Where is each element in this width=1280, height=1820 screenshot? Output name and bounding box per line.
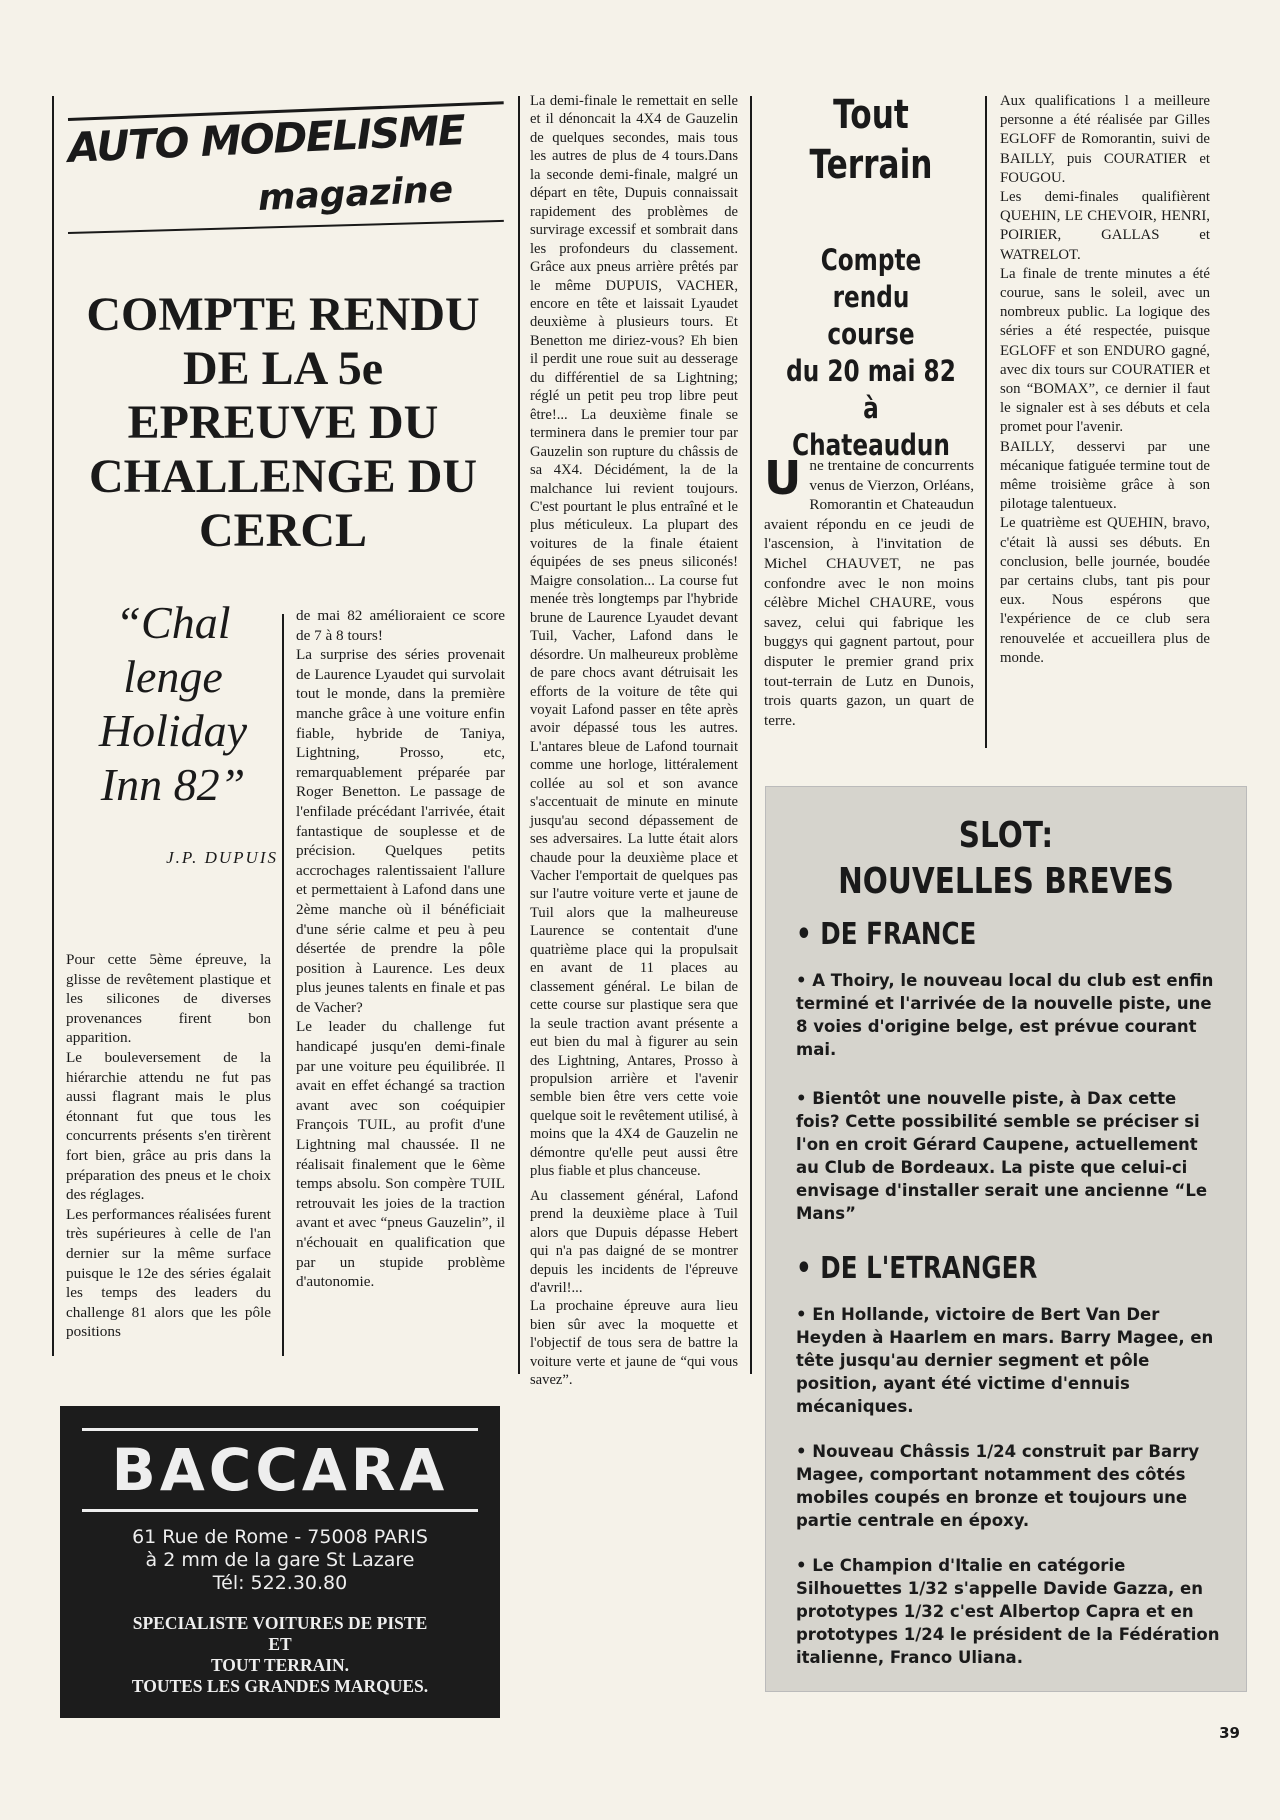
byline: J.P. DUPUIS <box>166 848 278 867</box>
headline-line: COMPTE RENDU <box>86 288 480 341</box>
ad-address <box>60 1526 500 1595</box>
headline-line: CHALLENGE DU <box>88 450 478 503</box>
ad-address-line: à 2 mm de la gare St Lazare <box>145 1549 415 1571</box>
slot-title-line: SLOT: <box>958 815 1054 856</box>
paragraph: de mai 82 amélioraient ce score de 7 à 8 tours! <box>296 607 505 644</box>
paragraph: BAILLY, desservi par une mécanique fatiguée termine tout de même troisième grâce à son pilotage talentueux. <box>1000 438 1210 513</box>
article-column-2 <box>296 606 505 1292</box>
baccara-logo: BACCARA <box>82 1428 478 1512</box>
tout-terrain-column-2 <box>1000 92 1210 668</box>
tout-terrain-title <box>783 90 959 190</box>
slot-title <box>809 813 1203 905</box>
quote-line: “Chal <box>115 597 231 648</box>
tt-sub-line: Compte rendu <box>820 243 922 314</box>
baccara-advertisement <box>60 1406 500 1718</box>
paragraph: Les performances réalisées furent très supérieures à celle de l'an dernier sur la même surface puisque le 12e des séries égalait les temps des leaders du challenge 81 alors que les pôle positions <box>66 1205 271 1341</box>
masthead-logo <box>68 100 504 242</box>
ad-specialty-line: ET <box>268 1634 292 1654</box>
ad-specialty <box>60 1613 500 1697</box>
tt-title-line: Terrain <box>809 142 933 188</box>
ad-address-line: Tél: 522.30.80 <box>212 1572 348 1594</box>
slot-news-item: • A Thoiry, le nouveau local du club est enfin terminé et l'arrivée de la nouvelle piste, une 8 voies d'origine belge, est prévue courant mai. <box>796 971 1214 1059</box>
ad-address-line: 61 Rue de Rome - 75008 PARIS <box>132 1526 428 1548</box>
headline-line: CERCL <box>198 504 368 557</box>
tout-terrain-subtitle <box>781 242 962 464</box>
tt-sub-line: à Chateaudun <box>792 391 950 462</box>
paragraph: ne trentaine de concurrents venus de Vierzon, Orléans, Romorantin et Chateaudun avaient répondu en ce jeudi de l'ascension, à l'invitation de Michel CHAUVET, ne pas confondre avec le non moins célèbre Michel CHAURE, vous savez, celui qui fabrique les buggys qui gagnent partout, pour disputer le premier grand prix tout-terrain de Lutz en Dunois, trois quarts gazon, un quart de terre. <box>764 457 974 729</box>
masthead-bottom-rule <box>68 220 504 234</box>
masthead-title: AUTO MODELISME <box>66 106 466 172</box>
headline-line: EPREUVE DU <box>127 396 439 449</box>
slot-title-line: NOUVELLES BREVES <box>838 861 1174 902</box>
tt-title-line: Tout <box>833 92 909 138</box>
column-rule-mid2 <box>518 96 520 1374</box>
paragraph: Le quatrième est QUEHIN, bravo, c'était là aussi ses débuts. En conclusion, belle journée, boudée par certains clubs, tant pis pour eux. Nous espérons que l'expérience de ce club sera renouvelée et accueillera plus de monde. <box>1000 515 1210 666</box>
ad-specialty-line: TOUT TERRAIN. <box>210 1655 350 1675</box>
paragraph: La prochaine épreuve aura lieu bien sûr avec la moquette et l'objectif de tous sera de battre la voiture verte et jaune de “qui vous savez”. <box>530 1298 738 1389</box>
column-rule-mid3 <box>750 96 752 1374</box>
column-rule-mid1 <box>282 614 284 1356</box>
article-headline <box>60 288 506 558</box>
paragraph: Au classement général, Lafond prend la deuxième place à Tuil alors que Dupuis dépasse Hebert qui n'a pas daigné de se montrer depuis les incidents de l'épreuve d'avril!... <box>530 1187 738 1296</box>
slot-news-box <box>765 786 1247 1692</box>
tt-sub-line: course <box>827 317 915 351</box>
tout-terrain-column-1 <box>764 451 974 730</box>
column-rule-left <box>52 96 54 1356</box>
slot-etranger-heading: • DE L'ETRANGER <box>796 1251 1038 1286</box>
pull-quote <box>68 596 278 812</box>
paragraph: La surprise des séries provenait de Laurence Lyaudet qui survolait tout le monde, dans la première manche grâce à une voiture enfin fiable, hybride de Taniya, Lightning, Prosso, etc, remarquablement préparée par Roger Benetton. Le passage de l'enfilade précédant l'arrivée, était fantastique de souplesse et de précision. Quelques petits accrochages ralentissaient l'allure et permettaient à Lafond dans une 2ème manche où il bénéficiait d'une série calme et peu à peu désertée de prendre la pôle position à Laurence. Les deux plus jeunes talents en finale et pas de Vacher? <box>296 646 505 1016</box>
paragraph: Les demi-finales qualifièrent QUEHIN, LE CHEVOIR, HENRI, POIRIER, GALLAS et WATRELOT. <box>1000 189 1210 263</box>
drop-cap: U <box>764 451 802 505</box>
slot-news-item: • Nouveau Châssis 1/24 construit par Barry Magee, comportant notamment des côtés mobiles coupés en bronze et toujours une partie centrale en époxy. <box>796 1442 1200 1530</box>
slot-news-item: • Le Champion d'Italie en catégorie Silhouettes 1/32 s'appelle Davide Gazza, en prototypes 1/32 c'est Albertop Capra et en prototypes 1/24 le président de la Fédération italienne, Franco Uliana. <box>796 1556 1220 1667</box>
ad-specialty-line: TOUTES LES GRANDES MARQUES. <box>131 1676 429 1696</box>
paragraph: Pour cette 5ème épreuve, la glisse de revêtement plastique et les silicones de diverses provenances firent bon apparition. <box>66 951 271 1047</box>
tt-sub-line: du 20 mai 82 <box>786 354 956 388</box>
slot-news-item: • En Hollande, victoire de Bert Van Der Heyden à Haarlem en mars. Barry Magee, en tête jusqu'au dernier segment et pôle position, ayant été victime d'ennuis mécaniques. <box>796 1305 1214 1416</box>
paragraph: Le bouleversement de la hiérarchie attendu ne fut pas aussi flagrant mais le plus étonnant fut que tous les concurrents présents s'en tirèrent fort bien, grâce au pris dans la préparation des pneus et le choix des réglages. <box>66 1048 271 1204</box>
masthead-subtitle: magazine <box>257 169 454 219</box>
paragraph: La demi-finale le remettait en selle et il dénoncait la 4X4 de Gauzelin de quelques secondes, mais tous les autres de plus de 4 tours.Dans la seconde demi-finale, malgré un départ en tête, Dupuis connaissait rapidement des problèmes de survirage excessif et sombrait dans les profondeurs du classement. Grâce aux pneus arrière prêtés par le même DUPUIS, VACHER, encore en tête et laissait Lyaudet deuxième à plusieurs tours. Et Benetton me diriez-vous? Eh bien il perdit une roue suit au desserage du différentiel de sa Lightning; réglé un petit peu trop libre peut être!... La deuxième finale se terminera dans le premier tour par Gauzelin son rupture du châssis de sa 4X4. Décidément, la de la malchance lui revient toujours. C'est pourtant le plus entraîné et le plus méticuleux. La plupart des voitures de la finale étaient équipées de ses pneus siliconés! Maigre consolation... La course fut menée très longtemps par l'hybride brune de Laurence Lyaudet devant Tuil, Vacher, Lafond dans le désordre. Un malheureux problème de pare chocs avant détruisait les efforts de la voiture de tête qui voyait Lafond passer en tête après avoir dépassé tous les autres. L'antares bleue de Lafond tournait comme une horloge, littéralement collée au sol et son avance s'accentuait de minute en minute jusqu'au second dépassement de ses adversaires. La lutte était alors chaude pour la deuxième place et Vacher l'emportait de quelques pas sur l'autre voiture verte et jaune de Tuil alors que la malheureuse Laurence se contentait d'une quatrième place qui la propulsait en avant de 11 places au classement général. Le bilan de cette course sur plastique sera que la seule traction avant présente a eut bien du mal à figurer au sein des Lightning, Antares, Prosso à propulsion arrière et l'avenir semble bien être vers cette voie quelque soit le revêtement utilisé, à moins que la 4X4 de Gauzelin ne démontre qu'elle peut aussi être plus fiable et plus chanceuse. <box>530 93 738 1180</box>
paragraph: Aux qualifications l a meilleure personne a été réalisée par Gilles EGLOFF de Romorantin, suivi de BAILLY, puis COURATIER et FOUGOU. <box>1000 93 1210 186</box>
quote-line: Inn 82” <box>100 759 246 810</box>
column-rule-mid4 <box>985 96 987 748</box>
article-column-3 <box>530 92 738 1390</box>
article-column-1 <box>66 950 271 1342</box>
slot-france-heading: • DE FRANCE <box>796 917 977 952</box>
headline-line: DE LA 5e <box>182 342 383 395</box>
page-number: 39 <box>1219 1724 1240 1742</box>
quote-line: Holiday <box>98 705 248 756</box>
quote-line: lenge <box>123 651 223 702</box>
paragraph: La finale de trente minutes a été courue, sans le soleil, avec un nombreux public. La logique des séries a été respectée, puisque EGLOFF et son ENDURO gagné, avec dix tours sur COURATIER et son “BOMAX”, ce dernier il faut le signaler est à ses débuts et cela promet pour l'avenir. <box>1000 265 1210 436</box>
paragraph: Le leader du challenge fut handicapé jusqu'en demi-finale par une voiture peu équilibrée. Il avait en effet échangé sa traction avant avec son coéquipier François TUIL, au profit d'une Lightning mal chaussée. Il ne réalisait finalement que le 6ème temps absolu. Son compère TUIL retrouvait les joies de la traction avant et avec “pneus Gauzelin”, il n'échouait en qualification que par un stupide problème d'autonomie. <box>296 1018 505 1291</box>
ad-specialty-line: SPECIALISTE VOITURES DE PISTE <box>132 1613 428 1633</box>
slot-news-item: • Bientôt une nouvelle piste, à Dax cette fois? Cette possibilité semble se préciser si l'on en croit Gérard Caupene, actuellement au Club de Bordeaux. La piste que celui-ci envisage d'installer serait une ancienne “Le Mans” <box>796 1089 1208 1223</box>
